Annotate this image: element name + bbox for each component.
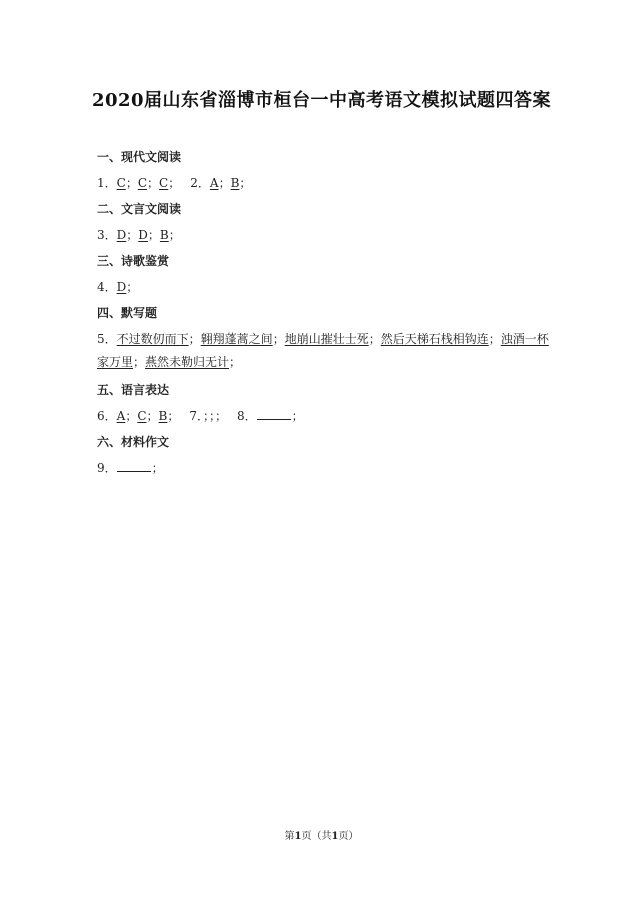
- answer-choice: C: [116, 176, 126, 190]
- page-title: 2020届山东省淄博市桓台一中高考语文模拟试题四答案: [91, 90, 552, 111]
- section-heading-essay: 六、材料作文: [97, 435, 170, 449]
- answer-line-5: 5．不过数仞而下；翱翔蓬蒿之间；地崩山摧壮士死；然后天梯石栈相钩连；浊酒一杯家万里；燕然未勒归无计；: [97, 332, 549, 369]
- answer-choice: B: [230, 176, 240, 190]
- dictation-phrase: 地崩山摧壮士死: [284, 332, 369, 346]
- answer-choice: C: [137, 176, 148, 190]
- question-number: 8．: [237, 409, 257, 423]
- question-number: 9．: [97, 461, 117, 475]
- section-heading-classical-reading: 二、文言文阅读: [97, 202, 182, 216]
- question-number: 7．: [189, 409, 204, 423]
- answer-choice: A: [116, 409, 126, 423]
- answer-line-4: 4．D；: [97, 280, 139, 294]
- answer-choice: B: [158, 409, 168, 423]
- section-heading-poetry: 三、诗歌鉴赏: [97, 254, 170, 268]
- answer-choice: C: [159, 176, 169, 190]
- section-heading-dictation: 四、默写题: [97, 306, 158, 320]
- answer-line-6-8: 6．A；C；B； 7．；；； 8． ；: [97, 409, 304, 423]
- dictation-phrase: 翱翔蓬蒿之间: [200, 332, 273, 346]
- answer-choice: B: [159, 228, 169, 242]
- dictation-phrase: 燕然未勒归无计: [145, 355, 230, 369]
- answer-blank: [257, 407, 291, 420]
- answer-choice: D: [138, 228, 148, 242]
- answer-content: [97, 148, 552, 485]
- question-number: 6．: [97, 409, 117, 423]
- dictation-phrase: 然后天梯石栈相钩连: [380, 332, 489, 346]
- question-number: 3．: [97, 228, 117, 242]
- answer-choice: D: [116, 228, 127, 242]
- section-heading-modern-reading: 一、现代文阅读: [97, 150, 182, 164]
- answer-choice: D: [116, 280, 127, 294]
- page-footer: [0, 827, 643, 842]
- question-number: 2．: [190, 176, 210, 190]
- page-number: 1: [294, 831, 302, 842]
- footer-text: 第: [284, 831, 295, 842]
- total-pages: 1: [331, 831, 339, 842]
- footer-text: 页（共: [301, 831, 332, 842]
- answer-line-3: 3．D；D；B；: [97, 228, 181, 242]
- answer-line-9: 9． ；: [97, 461, 164, 475]
- question-number: 5．: [97, 332, 117, 346]
- question-number: 4．: [97, 280, 117, 294]
- answer-choice: A: [209, 176, 219, 190]
- answer-blank: [117, 459, 151, 472]
- dictation-phrase: 不过数仞而下: [116, 332, 189, 346]
- section-heading-language-expression: 五、语言表达: [97, 383, 170, 397]
- answer-text: ；；；: [203, 409, 228, 423]
- question-number: 1．: [97, 176, 117, 190]
- answer-line-1-2: 1．C；C；C； 2．A；B；: [97, 176, 252, 190]
- dictation-phrase: 浊酒一杯家万里: [97, 332, 549, 369]
- footer-text: 页）: [338, 831, 359, 842]
- answer-choice: C: [137, 409, 147, 423]
